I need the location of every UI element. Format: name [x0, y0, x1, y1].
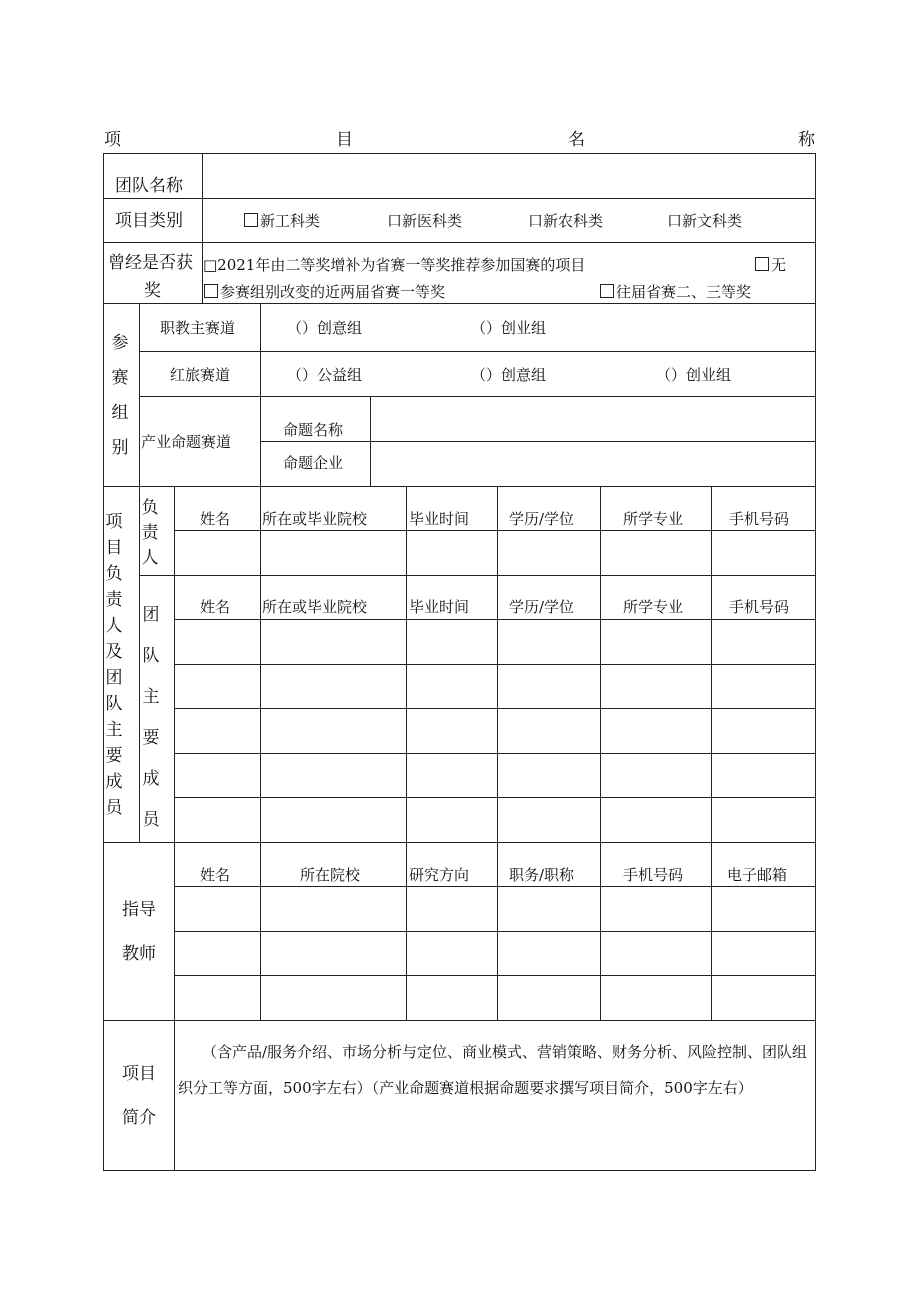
track-industry-label: 产业命题赛道: [141, 433, 232, 451]
column-header: 姓名: [200, 866, 231, 884]
column-header: 姓名: [200, 510, 231, 528]
header-char: 目: [336, 130, 353, 150]
column-header: 所学专业: [623, 510, 684, 528]
column-header: 姓名: [200, 598, 231, 616]
column-header: 职务/职称: [509, 866, 575, 884]
column-header: 手机号码: [729, 598, 790, 616]
team-name-field[interactable]: [204, 155, 814, 197]
category-option-engineering[interactable]: 新工科类: [244, 212, 320, 230]
topic-company-field[interactable]: [372, 443, 814, 485]
intro-label-line2: 简介: [122, 1108, 156, 1128]
category-option-liberal-arts[interactable]: 口新文科类: [667, 212, 743, 230]
column-header: 研究方向: [409, 866, 470, 884]
checkbox-icon[interactable]: [244, 213, 258, 227]
intro-instructions[interactable]: （含产品/服务介绍、市场分析与定位、商业模式、营销策略、财务分析、风险控制、团队组织分工等方面，500字左右）（产业命题赛道根据命题要求撰写项目简介，500字左右）: [178, 1043, 808, 1097]
checkbox-icon[interactable]: [204, 284, 218, 298]
column-header: 毕业时间: [409, 510, 470, 528]
column-header: 手机号码: [729, 510, 790, 528]
category-label: 项目类别: [115, 211, 183, 231]
team-members-label: 团 队 主 要 成 员: [142, 605, 160, 830]
award-option-upgraded[interactable]: □2021年由二等奖增补为省赛一等奖推荐参加国赛的项目: [203, 256, 586, 274]
red-public-welfare-option[interactable]: （）公益组: [287, 366, 363, 384]
intro-label: 项目: [122, 1064, 156, 1084]
red-startup-option[interactable]: （）创业组: [656, 366, 732, 384]
checkbox-icon[interactable]: [755, 257, 769, 271]
leader-label: 负 责 人: [141, 498, 159, 568]
award-option-none[interactable]: 无: [755, 256, 786, 274]
topic-name-label: 命题名称: [283, 421, 344, 439]
column-header: 所在院校: [300, 866, 361, 884]
header-char: 名: [568, 130, 585, 150]
members-label: 项 目 负 责 人 及 团 队 主 要 成 员: [105, 512, 123, 818]
award-option-past-provincial[interactable]: 往届省赛二、三等奖: [600, 283, 751, 301]
vocational-creative-option[interactable]: （）创意组: [287, 319, 363, 337]
column-header: 所在或毕业院校: [262, 510, 368, 528]
awards-label-line2: 奖: [144, 281, 161, 301]
vocational-startup-option[interactable]: （）创业组: [471, 319, 547, 337]
track-red-label: 红旅赛道: [170, 366, 231, 384]
column-header: 学历/学位: [509, 510, 575, 528]
column-header: 手机号码: [623, 866, 684, 884]
advisors-label: 指导: [122, 900, 156, 920]
award-option-group-changed[interactable]: 参赛组别改变的近两届省赛一等奖: [204, 283, 445, 301]
awards-label: 曾经是否获: [108, 253, 193, 273]
header-char: 项: [104, 130, 121, 150]
header-char: 称: [798, 130, 815, 150]
column-header: 毕业时间: [409, 598, 470, 616]
topic-company-label: 命题企业: [283, 454, 344, 472]
track-vocational-label: 职教主赛道: [160, 319, 236, 337]
advisors-label-line2: 教师: [122, 944, 156, 964]
category-option-medical[interactable]: 口新医科类: [387, 212, 463, 230]
group-label: 参 赛 组 别: [111, 333, 129, 458]
column-header: 学历/学位: [509, 598, 575, 616]
checkbox-icon[interactable]: [600, 284, 614, 298]
column-header: 电子邮箱: [727, 866, 788, 884]
team-name-label: 团队名称: [115, 176, 183, 196]
column-header: 所在或毕业院校: [262, 598, 368, 616]
column-header: 所学专业: [623, 598, 684, 616]
topic-name-field[interactable]: [372, 398, 814, 440]
category-option-agriculture[interactable]: 口新农科类: [528, 212, 604, 230]
red-creative-option[interactable]: （）创意组: [471, 366, 547, 384]
